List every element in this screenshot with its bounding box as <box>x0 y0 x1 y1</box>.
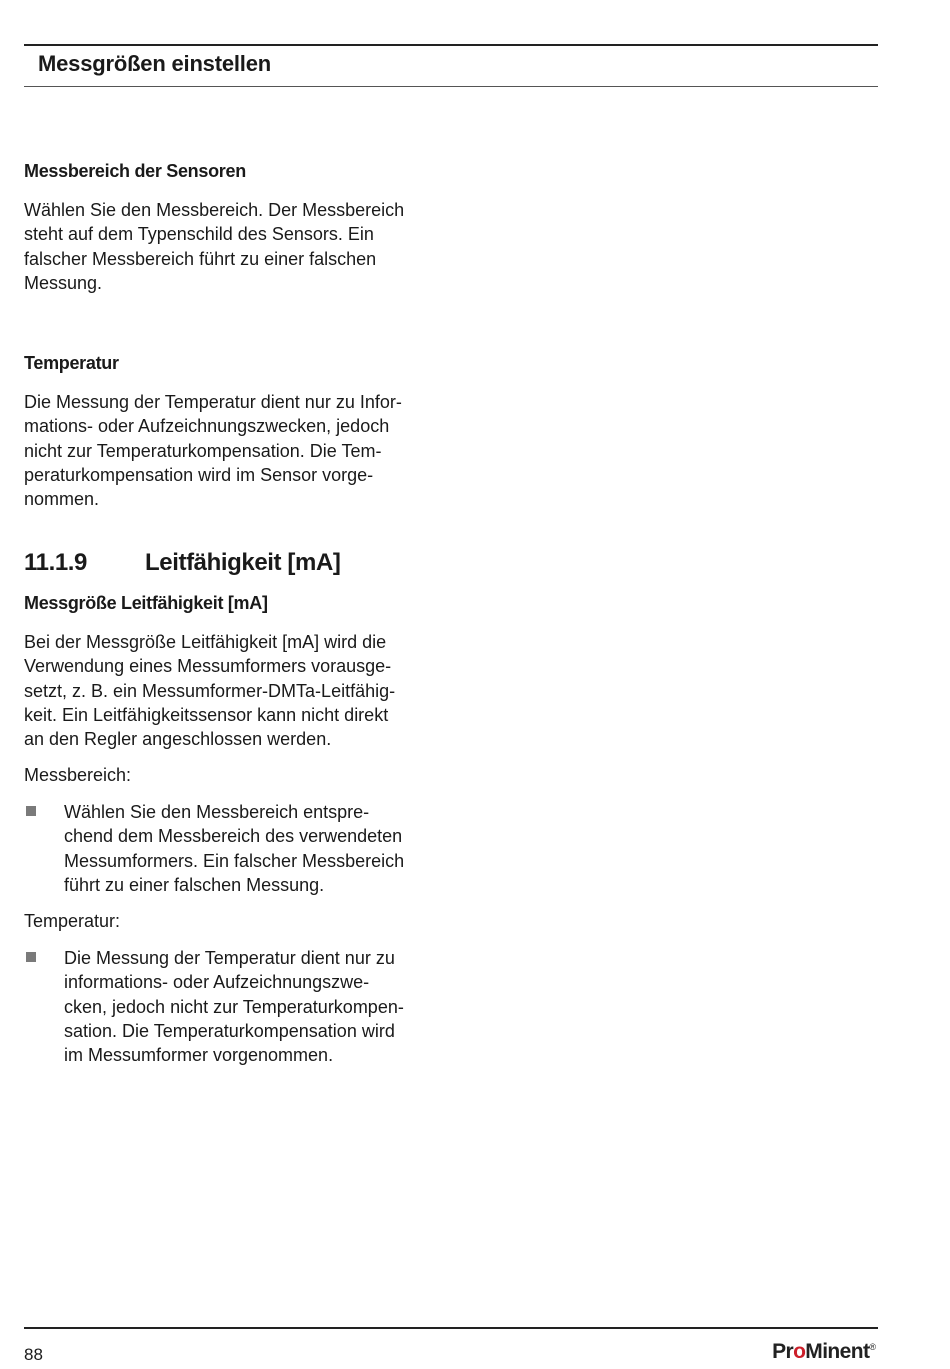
conductivity-intro-paragraph <box>24 630 436 751</box>
text-line: setzt, z. B. ein Messumformer-DMTa-Leitfähig- <box>24 680 396 701</box>
text-line: Die Messung der Temperatur dient nur zu Infor- <box>24 392 402 412</box>
text-line: Wählen Sie den Messbereich. Der Messbereich <box>24 200 405 220</box>
temperature-heading: Temperatur <box>24 353 119 373</box>
logo-text-part: Minent <box>805 1340 870 1363</box>
temperature-paragraph <box>24 390 436 511</box>
text-line: mations- oder Aufzeichnungszwecken, jedoch <box>24 416 390 437</box>
prominent-logo <box>772 1340 876 1364</box>
text-line: Wählen Sie den Messbereich entspre- <box>64 802 370 822</box>
square-bullet-icon <box>26 806 36 816</box>
page-number: 88 <box>24 1345 43 1364</box>
text-line: peraturkompensation wird im Sensor vorge- <box>24 464 374 485</box>
sensors-range-paragraph <box>24 198 436 295</box>
text-line: nicht zur Temperaturkompensation. Die Tem- <box>24 440 382 461</box>
logo-text-part: Pr <box>772 1340 794 1363</box>
header-rule-bottom <box>24 86 878 87</box>
text-line: falscher Messbereich führt zu einer falschen <box>24 248 377 269</box>
text-line: steht auf dem Typenschild des Sensors. Ein <box>24 224 374 245</box>
text-line: Verwendung eines Messumformers vorausge- <box>24 656 392 677</box>
text-line: keit. Ein Leitfähigkeitssensor kann nicht direkt <box>24 704 389 725</box>
text-line: Bei der Messgröße Leitfähigkeit [mA] wird die <box>24 632 387 652</box>
text-line: chend dem Messbereich des verwendeten <box>64 826 403 847</box>
text-line: Die Messung der Temperatur dient nur zu <box>64 948 395 968</box>
square-bullet-icon <box>26 952 36 962</box>
text-line: cken, jedoch nicht zur Temperaturkompen- <box>64 996 404 1017</box>
header-rule-top <box>24 44 878 46</box>
section-title <box>24 549 340 577</box>
conductivity-subheading: Messgröße Leitfähigkeit [mA] <box>24 593 268 613</box>
page-header-title: Messgrößen einstellen <box>38 51 271 76</box>
text-line: führt zu einer falschen Messung. <box>64 874 325 895</box>
range-label: Messbereich: <box>24 765 132 785</box>
range-bullet-item <box>64 800 436 897</box>
footer-rule <box>24 1327 878 1329</box>
section-title-text: Leitfähigkeit [mA] <box>145 549 341 576</box>
sensors-range-heading: Messbereich der Sensoren <box>24 161 246 181</box>
text-line: sation. Die Temperaturkompensation wird <box>64 1020 395 1041</box>
registered-mark: ® <box>869 1342 876 1352</box>
temperature-bullet-item <box>64 946 436 1067</box>
text-line: im Messumformer vorgenommen. <box>64 1045 334 1066</box>
text-line: informations- oder Aufzeichnungszwe- <box>64 972 370 993</box>
text-line: Messumformers. Ein falscher Messbereich <box>64 850 405 871</box>
text-line: an den Regler angeschlossen werden. <box>24 729 332 750</box>
logo-text-part: o <box>793 1340 806 1363</box>
text-line: nommen. <box>24 489 100 510</box>
temperature-label: Temperatur: <box>24 911 121 931</box>
section-number: 11.1.9 <box>24 549 88 576</box>
text-line: Messung. <box>24 272 103 293</box>
